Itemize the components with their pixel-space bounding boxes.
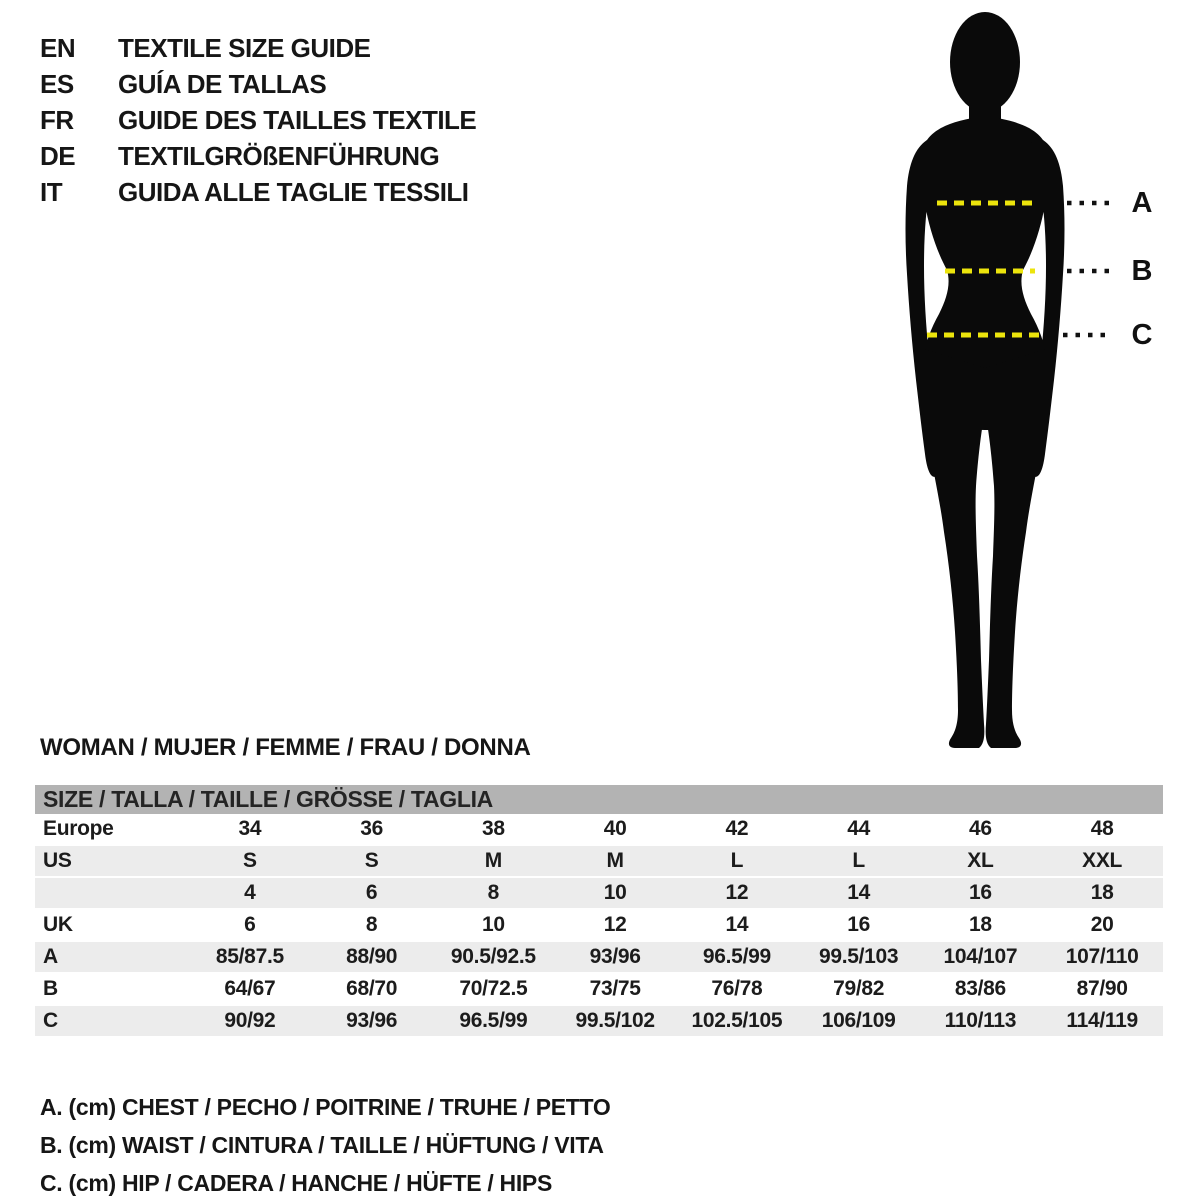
row-label: A [43,945,58,968]
table-cell: 114/119 [1066,1009,1138,1032]
body-measurement-diagram [897,8,1197,753]
legend-line-waist: B. (cm) WAIST / CINTURA / TAILLE / HÜFTUNG / VITA [40,1132,604,1158]
table-cell: 107/110 [1065,945,1139,968]
table-cell: 88/90 [346,945,398,968]
table-cell: 93/96 [589,945,641,968]
table-cell: 70/72.5 [459,977,528,1000]
table-cell: 10 [481,913,505,936]
table-cell: 83/86 [954,977,1006,1000]
table-row-waist [35,974,1163,1006]
table-cell: 68/70 [346,977,398,1000]
language-row [40,66,476,102]
table-cell: XL [967,849,994,872]
table-cell: 12 [725,881,749,904]
gender-section-title: WOMAN / MUJER / FEMME / FRAU / DONNA [40,734,531,761]
table-cell: 4 [244,881,256,904]
table-cell: 14 [847,881,870,904]
table-cell: 20 [1090,913,1114,936]
table-cell: 102.5/105 [691,1009,783,1032]
table-cell: 64/67 [224,977,276,1000]
size-table-header: SIZE / TALLA / TAILLE / GRÖSSE / TAGLIA [35,785,1163,814]
language-code: FR [40,105,74,135]
table-cell: 16 [847,913,870,936]
row-label: Europe [43,817,114,840]
table-cell: 18 [968,913,992,936]
table-row-chest [35,942,1163,974]
table-cell: 85/87.5 [215,945,284,968]
table-cell: 42 [725,817,749,840]
table-cell: L [730,849,744,872]
language-row [40,174,476,210]
table-cell: 104/107 [943,945,1018,968]
table-cell: 16 [968,881,992,904]
table-cell: 76/78 [711,977,763,1000]
table-cell: 8 [365,913,378,936]
table-row-us [35,846,1163,878]
table-cell: 6 [365,881,378,904]
table-cell: 48 [1090,817,1114,840]
legend-line-hip: C. (cm) HIP / CADERA / HANCHE / HÜFTE / HIPS [40,1170,553,1196]
table-cell: 12 [603,913,627,936]
table-cell: 46 [968,817,992,840]
language-code: ES [40,69,74,99]
table-row-hip [35,1006,1163,1038]
table-cell: 106/109 [821,1009,896,1032]
language-row [40,102,476,138]
table-cell: 6 [244,913,256,936]
table-cell: 90/92 [224,1009,276,1032]
row-label [35,878,189,908]
table-cell: 40 [603,817,627,840]
table-cell: 36 [360,817,383,840]
table-row-us-numeric [35,878,1163,910]
language-code: IT [40,177,63,207]
language-code: EN [40,33,76,63]
language-title: GUIDA ALLE TAGLIE TESSILI [118,177,469,207]
marker-label-chest: A [1131,187,1153,219]
table-cell: 18 [1090,881,1114,904]
table-cell: M [606,849,624,872]
row-label: UK [43,913,73,936]
table-cell: 110/113 [944,1009,1017,1032]
woman-silhouette-svg [897,8,1127,748]
table-row-europe [35,814,1163,846]
table-cell: S [364,849,379,872]
table-cell: 73/75 [589,977,641,1000]
language-title: GUÍA DE TALLAS [118,69,327,99]
table-cell: 10 [603,881,627,904]
woman-silhouette [906,12,1065,748]
table-cell: 87/90 [1076,977,1128,1000]
marker-label-waist: B [1131,255,1153,287]
table-cell: 14 [725,913,749,936]
table-cell: M [484,849,502,872]
table-cell: 99.5/102 [575,1009,655,1032]
table-cell: 96.5/99 [459,1009,528,1032]
table-cell: 44 [847,817,870,840]
table-cell: XXL [1082,849,1123,872]
language-row [40,138,476,174]
row-label: B [43,977,58,1000]
table-cell: 38 [481,817,505,840]
row-label: C [43,1009,58,1032]
table-cell: 8 [487,881,500,904]
language-code: DE [40,141,76,171]
language-row [40,30,476,66]
table-cell: 99.5/103 [818,945,899,968]
table-cell: 96.5/99 [702,945,771,968]
size-table [35,785,1163,1038]
table-cell: S [243,849,257,872]
language-title: GUIDE DES TAILLES TEXTILE [118,105,477,135]
language-title-list [40,30,476,210]
table-cell: 79/82 [833,977,885,1000]
language-title: TEXTILE SIZE GUIDE [118,33,371,63]
table-cell: 34 [238,817,262,840]
language-title: TEXTILGRÖßENFÜHRUNG [118,141,440,171]
table-cell: 90.5/92.5 [450,945,536,968]
table-row-uk [35,910,1163,942]
table-cell: L [852,849,865,872]
measurement-legend [40,1088,610,1200]
row-label: US [43,849,72,872]
legend-line-chest: A. (cm) CHEST / PECHO / POITRINE / TRUHE / PETTO [40,1094,611,1120]
marker-label-hip: C [1131,319,1153,351]
table-cell: 93/96 [346,1009,398,1032]
